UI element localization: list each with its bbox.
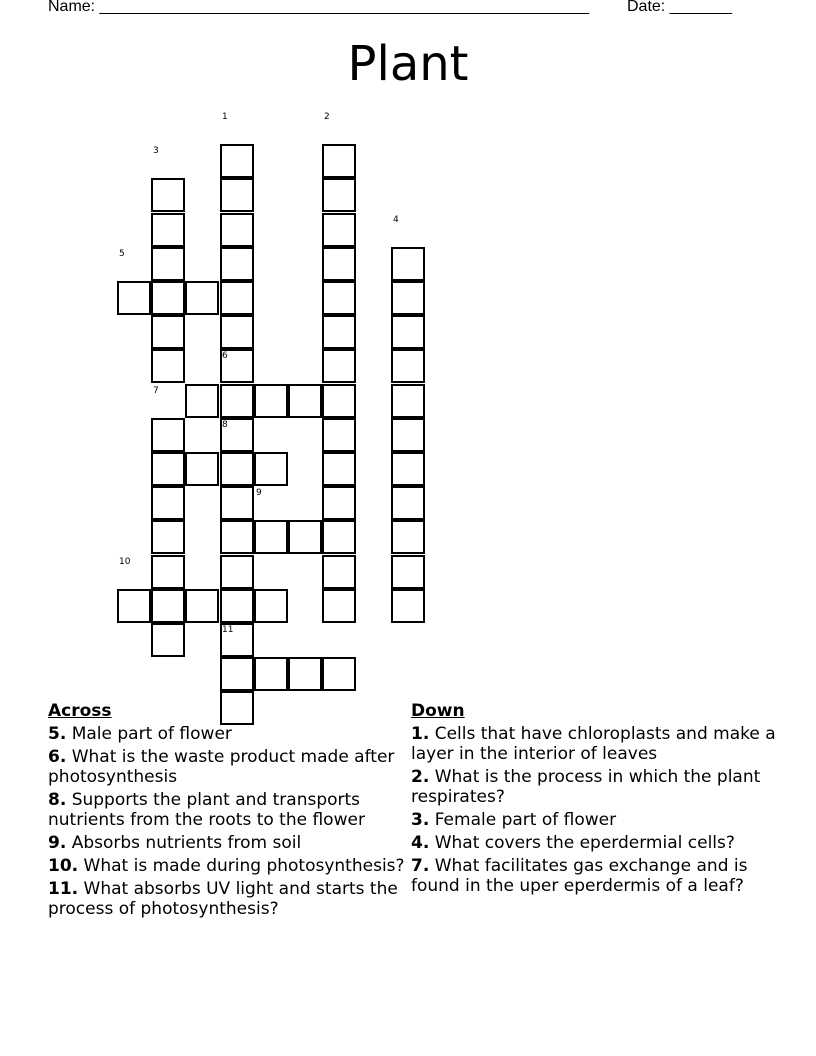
clue-number: 9 (256, 488, 262, 498)
clue-item (48, 724, 418, 744)
grid-cell[interactable] (391, 247, 425, 281)
grid-cell[interactable] (322, 247, 356, 281)
grid-cell[interactable] (391, 520, 425, 554)
clue-item-text: What covers the eperdermial cells? (429, 833, 735, 853)
grid-cell[interactable] (391, 452, 425, 486)
grid-cell[interactable] (220, 178, 254, 212)
grid-cell[interactable] (254, 589, 288, 623)
grid-cell[interactable] (220, 144, 254, 178)
grid-cell[interactable] (151, 213, 185, 247)
clue-item (48, 879, 418, 919)
grid-cell[interactable] (391, 349, 425, 383)
grid-cell[interactable] (322, 589, 356, 623)
grid-cell[interactable] (322, 384, 356, 418)
grid-cell[interactable] (185, 281, 219, 315)
down-clue-list (411, 724, 781, 896)
grid-cell[interactable] (322, 213, 356, 247)
grid-cell[interactable] (220, 247, 254, 281)
grid-cell[interactable] (322, 144, 356, 178)
clue-item-number: 7. (411, 856, 430, 876)
grid-cell[interactable] (322, 657, 356, 691)
clue-item-number: 11. (48, 879, 79, 899)
grid-cell[interactable] (151, 520, 185, 554)
grid-cell[interactable] (288, 520, 322, 554)
grid-cell[interactable] (151, 555, 185, 589)
grid-cell[interactable] (391, 281, 425, 315)
clue-item-text: Male part of flower (66, 724, 232, 744)
clue-item-number: 5. (48, 724, 67, 744)
clue-number: 1 (222, 112, 228, 122)
grid-cell[interactable] (322, 452, 356, 486)
clue-number: 8 (222, 420, 228, 430)
grid-cell[interactable] (185, 452, 219, 486)
clue-item (411, 856, 781, 896)
grid-cell[interactable] (322, 555, 356, 589)
date-field: Date: _______ (627, 0, 732, 15)
clue-item-text: What facilitates gas exchange and is found in the uper eperdermis of a leaf? (411, 856, 748, 896)
grid-cell[interactable] (322, 178, 356, 212)
grid-cell[interactable] (151, 418, 185, 452)
clue-item-number: 4. (411, 833, 430, 853)
clue-number: 2 (324, 112, 330, 122)
clue-item-number: 9. (48, 833, 67, 853)
clue-number: 3 (153, 146, 159, 156)
grid-cell[interactable] (185, 589, 219, 623)
clue-item-number: 6. (48, 747, 67, 767)
grid-cell[interactable] (254, 657, 288, 691)
clue-item-number: 2. (411, 767, 430, 787)
grid-cell[interactable] (151, 281, 185, 315)
clue-number: 10 (119, 557, 131, 567)
grid-cell[interactable] (288, 657, 322, 691)
clue-item-text: What is made during photosynthesis? (78, 856, 405, 876)
grid-cell[interactable] (322, 281, 356, 315)
clue-item-number: 10. (48, 856, 79, 876)
clue-item-number: 3. (411, 810, 430, 830)
clue-item-text: Absorbs nutrients from soil (66, 833, 302, 853)
grid-cell[interactable] (220, 657, 254, 691)
grid-cell[interactable] (151, 486, 185, 520)
grid-cell[interactable] (117, 281, 151, 315)
clue-item (411, 767, 781, 807)
clue-item-text: Female part of flower (429, 810, 617, 830)
clue-item (48, 833, 418, 853)
grid-cell[interactable] (220, 281, 254, 315)
grid-cell[interactable] (391, 384, 425, 418)
grid-cell[interactable] (220, 384, 254, 418)
grid-cell[interactable] (185, 384, 219, 418)
clue-item (411, 810, 781, 830)
clue-item-text: What absorbs UV light and starts the process of photosynthesis? (48, 879, 398, 919)
grid-cell[interactable] (151, 623, 185, 657)
grid-cell[interactable] (117, 589, 151, 623)
grid-cell[interactable] (391, 315, 425, 349)
down-heading: Down (411, 701, 465, 721)
grid-cell[interactable] (220, 589, 254, 623)
clue-item-text: What is the waste product made after photosynthesis (48, 747, 395, 787)
clue-item (48, 790, 418, 830)
clue-item (48, 856, 418, 876)
grid-cell[interactable] (288, 384, 322, 418)
clue-item-number: 1. (411, 724, 430, 744)
grid-cell[interactable] (151, 247, 185, 281)
grid-cell[interactable] (254, 452, 288, 486)
grid-cell[interactable] (220, 452, 254, 486)
grid-cell[interactable] (220, 213, 254, 247)
grid-cell[interactable] (322, 349, 356, 383)
clue-item-number: 8. (48, 790, 67, 810)
clue-item-text: Supports the plant and transports nutrients from the roots to the flower (48, 790, 365, 830)
down-clues (411, 701, 781, 899)
grid-cell[interactable] (151, 452, 185, 486)
grid-cell[interactable] (254, 384, 288, 418)
clue-number: 4 (393, 215, 399, 225)
grid-cell[interactable] (220, 520, 254, 554)
clue-item-text: What is the process in which the plant respirates? (411, 767, 761, 807)
grid-cell[interactable] (220, 555, 254, 589)
grid-cell[interactable] (391, 555, 425, 589)
grid-cell[interactable] (151, 589, 185, 623)
grid-cell[interactable] (151, 178, 185, 212)
grid-cell[interactable] (151, 349, 185, 383)
grid-cell[interactable] (322, 418, 356, 452)
across-heading: Across (48, 701, 112, 721)
clue-number: 7 (153, 386, 159, 396)
grid-cell[interactable] (151, 315, 185, 349)
grid-cell[interactable] (220, 315, 254, 349)
clue-number: 5 (119, 249, 125, 259)
grid-cell[interactable] (322, 315, 356, 349)
grid-cell[interactable] (322, 486, 356, 520)
grid-cell[interactable] (322, 520, 356, 554)
name-field: Name: _______________________________________________________ (48, 0, 589, 15)
grid-cell[interactable] (391, 589, 425, 623)
page-title: Plant (347, 36, 469, 92)
grid-cell[interactable] (254, 520, 288, 554)
clue-number: 6 (222, 351, 228, 361)
grid-cell[interactable] (391, 418, 425, 452)
grid-cell[interactable] (391, 486, 425, 520)
clue-item (411, 724, 781, 764)
clue-item (411, 833, 781, 853)
clue-item-text: Cells that have chloroplasts and make a layer in the interior of leaves (411, 724, 776, 764)
across-clue-list (48, 724, 418, 919)
clue-item (48, 747, 418, 787)
across-clues (48, 701, 418, 922)
clue-number: 11 (222, 625, 234, 635)
grid-cell[interactable] (220, 486, 254, 520)
